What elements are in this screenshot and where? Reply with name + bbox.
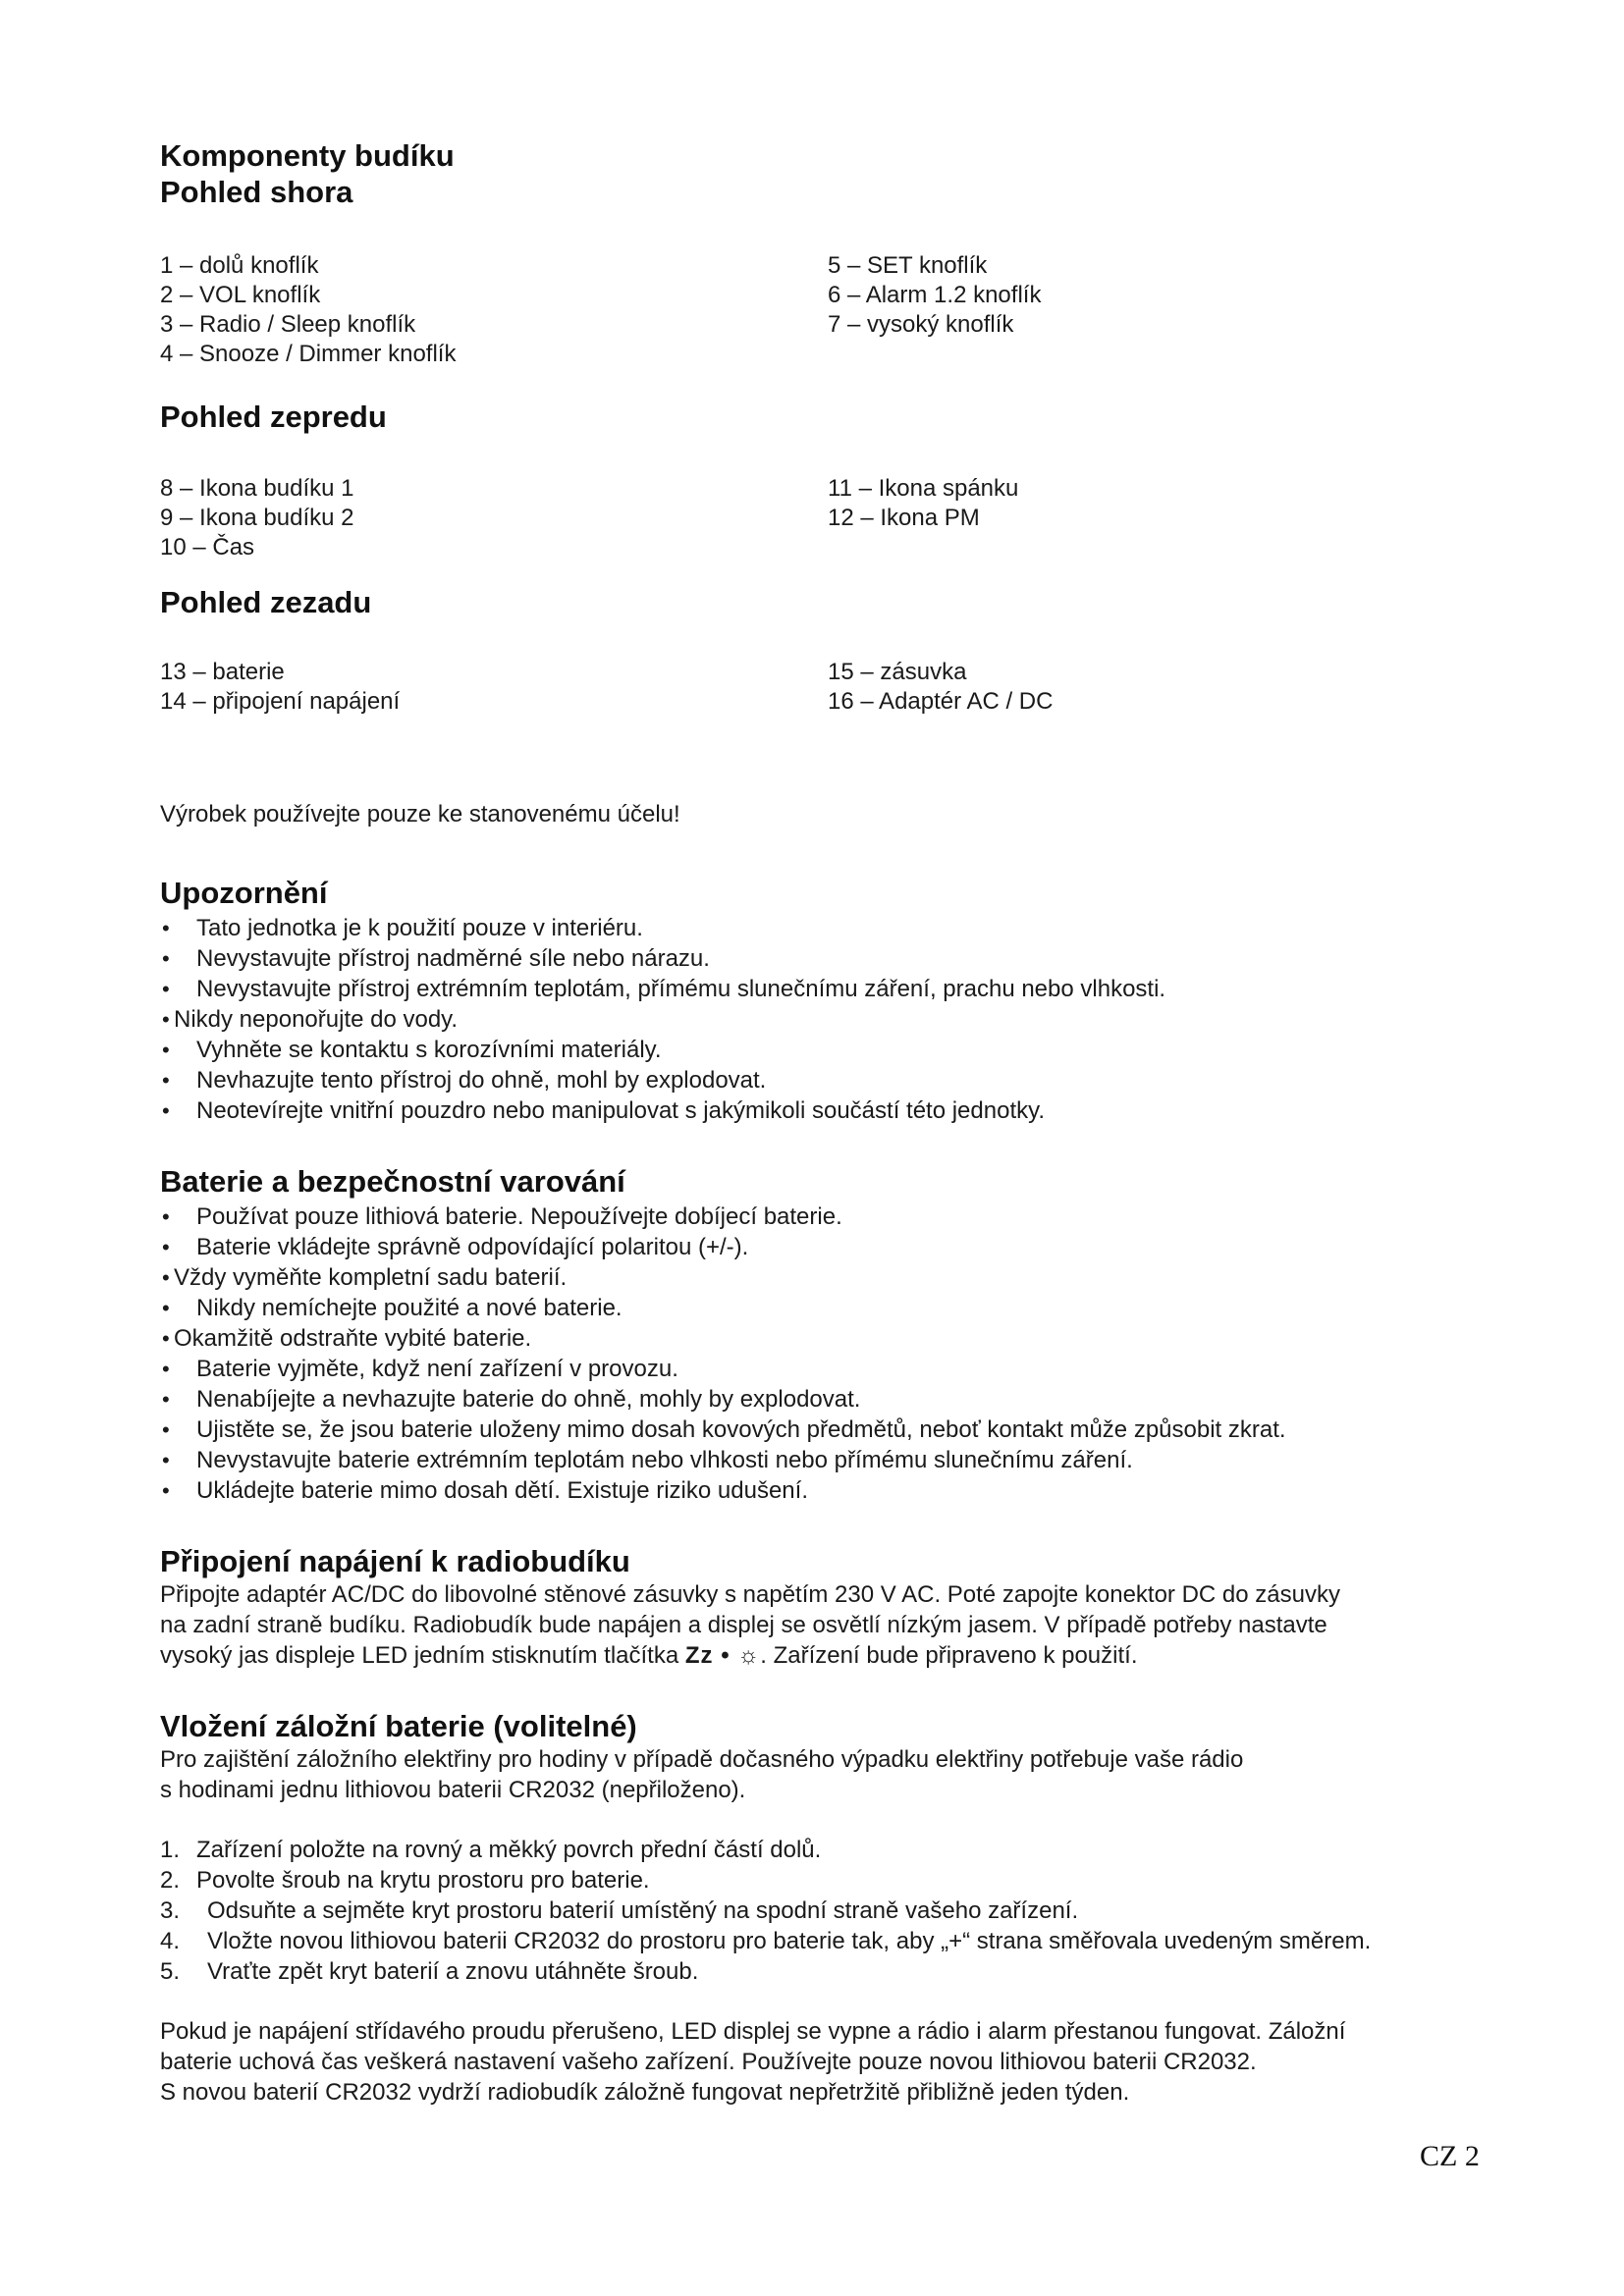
closing-line: Pokud je napájení střídavého proudu přerušeno, LED displej se vypne a rádio i alarm přestanou fungovat. Záložní — [160, 2018, 1346, 2045]
backup-step — [160, 1896, 1495, 1926]
front-view-left-column — [160, 474, 828, 562]
intended-use-note: Výrobek používejte pouze ke stanovenému účelu! — [160, 801, 680, 828]
warning-section — [160, 875, 1495, 1126]
backup-step — [160, 1956, 1495, 1987]
battery-item: • Ujistěte se, že jsou baterie uloženy mimo dosah kovových předmětů, neboť kontakt může způsobit zkrat. — [160, 1415, 1495, 1445]
step-number: 4. — [160, 1928, 181, 1954]
heading-battery-safety: Baterie a bezpečnostní varování — [160, 1164, 625, 1199]
back-view-left-column — [160, 658, 828, 717]
warning-item: • Nevystavujte přístroj extrémním teplotám, přímému slunečnímu záření, prachu nebo vlhkosti. — [160, 974, 1495, 1004]
heading-warning: Upozornění — [160, 876, 328, 910]
manual-page — [160, 137, 1495, 2108]
front-view-list — [160, 474, 1495, 562]
step-number: 1. — [160, 1837, 181, 1863]
backup-intro-line: s hodinami jednu lithiovou baterii CR2032 (nepřiloženo). — [160, 1777, 746, 1803]
backup-intro-line: Pro zajištění záložního elektřiny pro hodiny v případě dočasného výpadku elektřiny potřebuje vaše rádio — [160, 1746, 1244, 1773]
heading-power-connection: Připojení napájení k radiobudíku — [160, 1544, 630, 1578]
power-text-line: Připojte adaptér AC/DC do libovolné stěnové zásuvky s napětím 230 V AC. Poté zapojte konektor DC do zásuvky — [160, 1581, 1340, 1608]
component-item: 1 – dolů knoflík — [160, 252, 319, 279]
step-text: Zařízení položte na rovný a měkký povrch přední částí dolů. — [196, 1837, 822, 1863]
power-text-after-button: . Zařízení bude připraveno k použití. — [760, 1642, 1138, 1669]
step-text: Povolte šroub na krytu prostoru pro baterie. — [196, 1867, 650, 1894]
step-text: Odsuňte a sejměte kryt prostoru baterií umístěný na spodní straně vašeho zařízení. — [207, 1897, 1079, 1924]
warning-item: • Vyhněte se kontaktu s korozívními materiály. — [160, 1035, 1495, 1065]
battery-item: • Ukládejte baterie mimo dosah dětí. Existuje riziko udušení. — [160, 1475, 1495, 1506]
warning-item: • Nevhazujte tento přístroj do ohně, mohl by explodovat. — [160, 1065, 1495, 1095]
closing-line: S novou baterií CR2032 vydrží radiobudík záložně fungovat nepřetržitě přibližně jeden týden. — [160, 2079, 1130, 2106]
battery-item: • Baterie vyjměte, když není zařízení v provozu. — [160, 1354, 1495, 1384]
component-item: 14 – připojení napájení — [160, 688, 401, 715]
component-item: 5 – SET knoflík — [828, 252, 988, 279]
warning-item: • Nikdy neponořujte do vody. — [160, 1004, 1495, 1035]
step-number: 2. — [160, 1867, 181, 1894]
battery-item: • Nikdy nemíchejte použité a nové baterie. — [160, 1293, 1495, 1323]
battery-section — [160, 1163, 1495, 1506]
backup-battery-section — [160, 1708, 1495, 2108]
snooze-dimmer-icon: Zz • ☼ — [684, 1642, 761, 1669]
top-view-list — [160, 251, 1495, 369]
component-item: 9 – Ikona budíku 2 — [160, 505, 354, 531]
backup-closing — [160, 2016, 1495, 2108]
heading-front-view: Pohled zepredu — [160, 400, 387, 434]
backup-steps — [160, 1835, 1495, 1987]
heading-top-view: Pohled shora — [160, 175, 353, 209]
power-text-line — [160, 1640, 1495, 1671]
component-item: 12 – Ikona PM — [828, 505, 980, 531]
component-item: 15 – zásuvka — [828, 659, 967, 685]
heading-components: Komponenty budíku — [160, 138, 455, 173]
back-view-right-column — [828, 658, 1495, 717]
top-view-left-column — [160, 251, 828, 369]
component-item: 7 – vysoký knoflík — [828, 311, 1014, 338]
component-item: 16 – Adaptér AC / DC — [828, 688, 1054, 715]
battery-item: • Používat pouze lithiová baterie. Nepoužívejte dobíjecí baterie. — [160, 1201, 1495, 1232]
heading-backup-battery: Vložení záložní baterie (volitelné) — [160, 1709, 637, 1743]
component-item: 6 – Alarm 1.2 knoflík — [828, 282, 1042, 308]
backup-step — [160, 1835, 1495, 1865]
front-view-right-column — [828, 474, 1495, 562]
page-number: CZ 2 — [1420, 2140, 1480, 2172]
component-item: 4 – Snooze / Dimmer knoflík — [160, 341, 457, 367]
warning-list — [160, 913, 1495, 1126]
battery-item: • Baterie vkládejte správně odpovídající polaritou (+/-). — [160, 1232, 1495, 1262]
step-text: Vložte novou lithiovou baterii CR2032 do prostoru pro baterie tak, aby „+“ strana směřovala uvedeným směrem. — [207, 1928, 1372, 1954]
battery-item: • Okamžitě odstraňte vybité baterie. — [160, 1323, 1495, 1354]
heading-back-view: Pohled zezadu — [160, 585, 372, 619]
component-item: 8 – Ikona budíku 1 — [160, 475, 354, 502]
battery-item: • Nevystavujte baterie extrémním teplotám nebo vlhkosti nebo přímému slunečnímu záření. — [160, 1445, 1495, 1475]
battery-item: • Nenabíjejte a nevhazujte baterie do ohně, mohly by explodovat. — [160, 1384, 1495, 1415]
top-view-right-column — [828, 251, 1495, 369]
component-item: 3 – Radio / Sleep knoflík — [160, 311, 416, 338]
closing-line: baterie uchová čas veškerá nastavení vašeho zařízení. Používejte pouze novou lithiovou baterii CR2032. — [160, 2049, 1257, 2075]
warning-item: • Neotevírejte vnitřní pouzdro nebo manipulovat s jakýmikoli součástí této jednotky. — [160, 1095, 1495, 1126]
component-item: 2 – VOL knoflík — [160, 282, 321, 308]
component-item: 13 – baterie — [160, 659, 285, 685]
step-text: Vraťte zpět kryt baterií a znovu utáhněte šroub. — [207, 1958, 699, 1985]
warning-item: • Tato jednotka je k použití pouze v interiéru. — [160, 913, 1495, 943]
back-view-list — [160, 658, 1495, 717]
step-number: 5. — [160, 1958, 181, 1985]
power-section — [160, 1543, 1495, 1671]
component-item: 10 – Čas — [160, 534, 255, 561]
backup-step — [160, 1926, 1495, 1956]
step-number: 3. — [160, 1897, 181, 1924]
battery-list — [160, 1201, 1495, 1506]
power-text-line: na zadní straně budíku. Radiobudík bude napájen a displej se osvětlí nízkým jasem. V případě potřeby nastavte — [160, 1612, 1327, 1638]
backup-step — [160, 1865, 1495, 1896]
warning-item: • Nevystavujte přístroj nadměrné síle nebo nárazu. — [160, 943, 1495, 974]
power-text-before-button: vysoký jas displeje LED jedním stisknutím tlačítka — [160, 1642, 679, 1669]
battery-item: • Vždy vyměňte kompletní sadu baterií. — [160, 1262, 1495, 1293]
component-item: 11 – Ikona spánku — [828, 475, 1019, 502]
title-block — [160, 137, 1495, 210]
